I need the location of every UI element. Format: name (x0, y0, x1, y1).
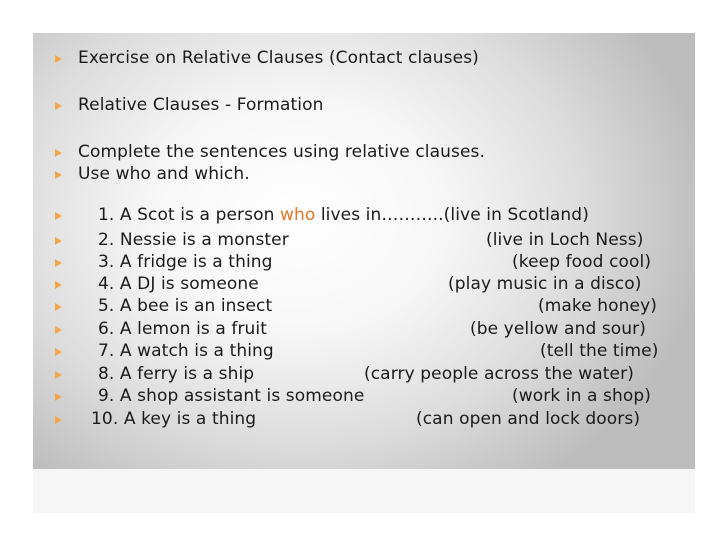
header-text: Exercise on Relative Clauses (Contact clauses) (78, 48, 479, 68)
exercise-item (0, 363, 728, 387)
bullet-icon (55, 212, 62, 220)
verb-hint: (be yellow and sour) (470, 319, 647, 339)
sentence-left: 5. A bee is an insect (98, 296, 273, 316)
bullet-icon (55, 237, 62, 245)
header-text: Relative Clauses - Formation (78, 95, 324, 115)
sentence-left (98, 204, 589, 226)
bullet-icon (55, 326, 62, 334)
sentence-start: 1. A Scot is a person (98, 205, 280, 225)
verb-hint: (work in a shop) (512, 386, 651, 406)
bullet-icon (55, 171, 62, 179)
exercise-item (0, 318, 728, 342)
sentence-left: 8. A ferry is a ship (98, 364, 255, 384)
verb-hint: (play music in a disco) (448, 274, 642, 294)
exercise-item (0, 229, 728, 253)
exercise-item (0, 408, 728, 432)
highlight-word: who (279, 205, 316, 225)
exercise-item (0, 295, 728, 319)
exercise-item (0, 273, 728, 297)
verb-hint: (live in Loch Ness) (486, 230, 644, 250)
exercise-item (0, 251, 728, 275)
bullet-icon (55, 348, 62, 356)
bullet-icon (55, 55, 62, 63)
sentence-left: 9. A shop assistant is someone (98, 386, 365, 406)
sentence-left: 6. A lemon is a fruit (98, 319, 268, 339)
verb-hint: (keep food cool) (512, 252, 652, 272)
sentence-left: 3. A fridge is a thing (98, 252, 273, 272)
slide-footer-strip (33, 469, 695, 513)
bullet-icon (55, 393, 62, 401)
sentence-left: 4. A DJ is someone (98, 274, 259, 294)
sentence-left: 7. A watch is a thing (98, 341, 274, 361)
bullet-icon (55, 371, 62, 379)
sentence-left: 10. A key is a thing (91, 409, 257, 429)
bullet-icon (55, 102, 62, 110)
header-text: Use who and which. (78, 164, 250, 184)
bullet-icon (55, 259, 62, 267)
sentence-left: 2. Nessie is a monster (98, 230, 289, 250)
exercise-item (0, 385, 728, 409)
bullet-icon (55, 281, 62, 289)
sentence-end: lives in………..(live in Scotland) (315, 205, 589, 225)
header-text: Complete the sentences using relative clauses. (78, 142, 485, 162)
bullet-icon (55, 149, 62, 157)
bullet-icon (55, 303, 62, 311)
bullet-icon (55, 416, 62, 424)
verb-hint: (tell the time) (540, 341, 659, 361)
verb-hint: (make honey) (538, 296, 658, 316)
verb-hint: (can open and lock doors) (416, 409, 641, 429)
exercise-item (0, 340, 728, 364)
verb-hint: (carry people across the water) (364, 364, 634, 384)
